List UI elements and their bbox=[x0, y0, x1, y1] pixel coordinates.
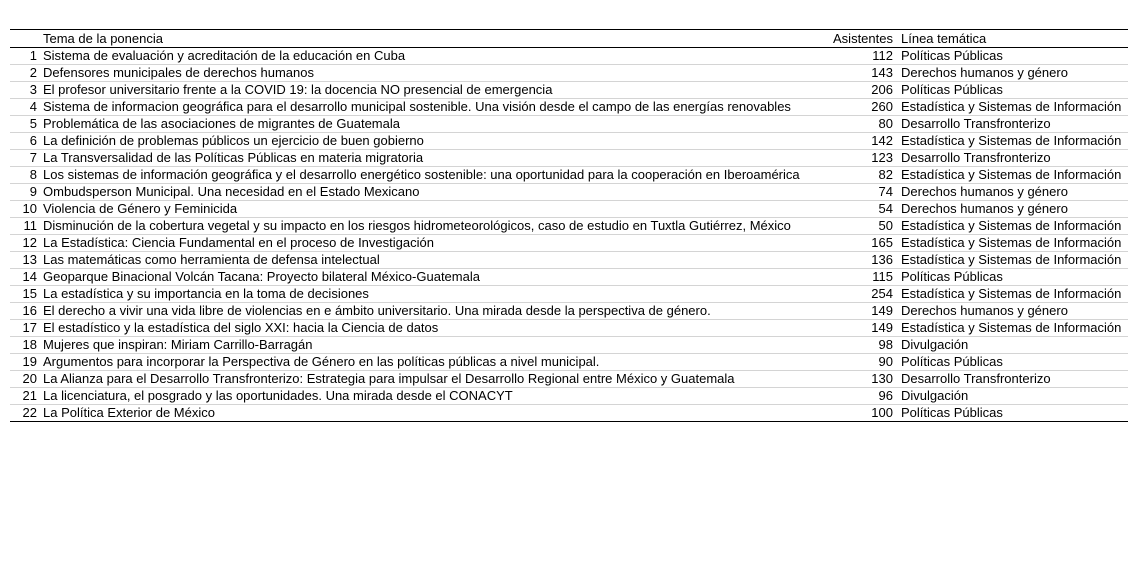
row-title: La Estadística: Ciencia Fundamental en el proceso de Investigación bbox=[37, 235, 810, 252]
row-thematic-line: Políticas Públicas bbox=[896, 405, 1128, 422]
row-title: La estadística y su importancia en la toma de decisiones bbox=[37, 286, 810, 303]
row-attendees: 115 bbox=[810, 269, 896, 286]
table-row bbox=[10, 184, 1128, 201]
table-row bbox=[10, 150, 1128, 167]
table-row bbox=[10, 269, 1128, 286]
row-title: Los sistemas de información geográfica y el desarrollo energético sostenible: una oportunidad para la cooperación en Iberoamérica bbox=[37, 167, 810, 184]
row-number: 12 bbox=[10, 235, 37, 252]
row-title: Violencia de Género y Feminicida bbox=[37, 201, 810, 218]
row-attendees: 136 bbox=[810, 252, 896, 269]
row-number: 17 bbox=[10, 320, 37, 337]
row-title: Mujeres que inspiran: Miriam Carrillo-Barragán bbox=[37, 337, 810, 354]
row-number: 18 bbox=[10, 337, 37, 354]
row-title: Geoparque Binacional Volcán Tacana: Proyecto bilateral México-Guatemala bbox=[37, 269, 810, 286]
table-row bbox=[10, 82, 1128, 99]
row-attendees: 206 bbox=[810, 82, 896, 99]
row-attendees: 50 bbox=[810, 218, 896, 235]
table-row bbox=[10, 286, 1128, 303]
table-row bbox=[10, 167, 1128, 184]
table-row bbox=[10, 388, 1128, 405]
row-number: 20 bbox=[10, 371, 37, 388]
row-thematic-line: Estadística y Sistemas de Información bbox=[896, 218, 1128, 235]
row-number: 2 bbox=[10, 65, 37, 82]
row-thematic-line: Derechos humanos y género bbox=[896, 201, 1128, 218]
row-thematic-line: Políticas Públicas bbox=[896, 82, 1128, 99]
row-attendees: 165 bbox=[810, 235, 896, 252]
row-thematic-line: Desarrollo Transfronterizo bbox=[896, 371, 1128, 388]
row-thematic-line: Políticas Públicas bbox=[896, 269, 1128, 286]
row-attendees: 143 bbox=[810, 65, 896, 82]
table-row bbox=[10, 48, 1128, 65]
row-title: Sistema de evaluación y acreditación de la educación en Cuba bbox=[37, 48, 810, 65]
row-title: El profesor universitario frente a la COVID 19: la docencia NO presencial de emergencia bbox=[37, 82, 810, 99]
row-title: La Transversalidad de las Políticas Públicas en materia migratoria bbox=[37, 150, 810, 167]
table-row bbox=[10, 252, 1128, 269]
row-title: La Política Exterior de México bbox=[37, 405, 810, 422]
row-thematic-line: Estadística y Sistemas de Información bbox=[896, 286, 1128, 303]
row-thematic-line: Derechos humanos y género bbox=[896, 65, 1128, 82]
row-attendees: 90 bbox=[810, 354, 896, 371]
row-number: 8 bbox=[10, 167, 37, 184]
table-row bbox=[10, 201, 1128, 218]
row-number: 16 bbox=[10, 303, 37, 320]
row-attendees: 98 bbox=[810, 337, 896, 354]
row-thematic-line: Estadística y Sistemas de Información bbox=[896, 252, 1128, 269]
row-attendees: 54 bbox=[810, 201, 896, 218]
row-thematic-line: Estadística y Sistemas de Información bbox=[896, 320, 1128, 337]
row-title: Sistema de informacion geográfica para el desarrollo municipal sostenible. Una visión desde el campo de las energías renovables bbox=[37, 99, 810, 116]
row-thematic-line: Derechos humanos y género bbox=[896, 303, 1128, 320]
row-attendees: 254 bbox=[810, 286, 896, 303]
row-attendees: 149 bbox=[810, 320, 896, 337]
row-thematic-line: Políticas Públicas bbox=[896, 354, 1128, 371]
row-attendees: 96 bbox=[810, 388, 896, 405]
row-number: 9 bbox=[10, 184, 37, 201]
presentations-table bbox=[10, 29, 1128, 422]
document-page bbox=[10, 29, 1128, 422]
table-row bbox=[10, 371, 1128, 388]
row-number: 21 bbox=[10, 388, 37, 405]
table-row bbox=[10, 99, 1128, 116]
row-attendees: 112 bbox=[810, 48, 896, 65]
table-body bbox=[10, 48, 1128, 422]
table-row bbox=[10, 303, 1128, 320]
row-title: Las matemáticas como herramienta de defensa intelectual bbox=[37, 252, 810, 269]
row-title: Disminución de la cobertura vegetal y su impacto en los riesgos hidrometeorológicos, caso de estudio en Tuxtla Gutiérrez, México bbox=[37, 218, 810, 235]
row-thematic-line: Desarrollo Transfronterizo bbox=[896, 116, 1128, 133]
table-row bbox=[10, 65, 1128, 82]
row-thematic-line: Desarrollo Transfronterizo bbox=[896, 150, 1128, 167]
row-attendees: 260 bbox=[810, 99, 896, 116]
row-thematic-line: Divulgación bbox=[896, 337, 1128, 354]
row-number: 4 bbox=[10, 99, 37, 116]
row-thematic-line: Derechos humanos y género bbox=[896, 184, 1128, 201]
row-number: 19 bbox=[10, 354, 37, 371]
row-attendees: 130 bbox=[810, 371, 896, 388]
row-attendees: 123 bbox=[810, 150, 896, 167]
row-thematic-line: Políticas Públicas bbox=[896, 48, 1128, 65]
row-attendees: 82 bbox=[810, 167, 896, 184]
table-row bbox=[10, 235, 1128, 252]
row-title: Defensores municipales de derechos humanos bbox=[37, 65, 810, 82]
table-row bbox=[10, 218, 1128, 235]
row-thematic-line: Estadística y Sistemas de Información bbox=[896, 133, 1128, 150]
row-number: 11 bbox=[10, 218, 37, 235]
row-attendees: 149 bbox=[810, 303, 896, 320]
row-thematic-line: Estadística y Sistemas de Información bbox=[896, 235, 1128, 252]
row-attendees: 142 bbox=[810, 133, 896, 150]
row-number: 1 bbox=[10, 48, 37, 65]
row-number: 15 bbox=[10, 286, 37, 303]
row-title: Argumentos para incorporar la Perspectiva de Género en las políticas públicas a nivel municipal. bbox=[37, 354, 810, 371]
row-thematic-line: Estadística y Sistemas de Información bbox=[896, 99, 1128, 116]
table-row bbox=[10, 116, 1128, 133]
header-number bbox=[10, 30, 37, 48]
row-title: La Alianza para el Desarrollo Transfronterizo: Estrategia para impulsar el Desarrollo Regional entre México y Guatemala bbox=[37, 371, 810, 388]
row-title: La definición de problemas públicos un ejercicio de buen gobierno bbox=[37, 133, 810, 150]
row-title: El estadístico y la estadística del siglo XXI: hacia la Ciencia de datos bbox=[37, 320, 810, 337]
row-number: 14 bbox=[10, 269, 37, 286]
header-line: Línea temática bbox=[896, 30, 1128, 48]
row-thematic-line: Divulgación bbox=[896, 388, 1128, 405]
row-title: Ombudsperson Municipal. Una necesidad en el Estado Mexicano bbox=[37, 184, 810, 201]
row-title: El derecho a vivir una vida libre de violencias en e ámbito universitario. Una mirada desde la perspectiva de género. bbox=[37, 303, 810, 320]
row-number: 22 bbox=[10, 405, 37, 422]
row-number: 13 bbox=[10, 252, 37, 269]
row-number: 7 bbox=[10, 150, 37, 167]
table-row bbox=[10, 337, 1128, 354]
row-attendees: 80 bbox=[810, 116, 896, 133]
row-title: Problemática de las asociaciones de migrantes de Guatemala bbox=[37, 116, 810, 133]
row-number: 3 bbox=[10, 82, 37, 99]
row-attendees: 74 bbox=[810, 184, 896, 201]
header-attendees: Asistentes bbox=[810, 30, 896, 48]
row-number: 6 bbox=[10, 133, 37, 150]
table-header-row bbox=[10, 30, 1128, 48]
table-row bbox=[10, 354, 1128, 371]
row-thematic-line: Estadística y Sistemas de Información bbox=[896, 167, 1128, 184]
row-number: 10 bbox=[10, 201, 37, 218]
table-row bbox=[10, 133, 1128, 150]
row-title: La licenciatura, el posgrado y las oportunidades. Una mirada desde el CONACYT bbox=[37, 388, 810, 405]
row-number: 5 bbox=[10, 116, 37, 133]
header-title: Tema de la ponencia bbox=[37, 30, 810, 48]
table-row bbox=[10, 320, 1128, 337]
table-row bbox=[10, 405, 1128, 422]
row-attendees: 100 bbox=[810, 405, 896, 422]
